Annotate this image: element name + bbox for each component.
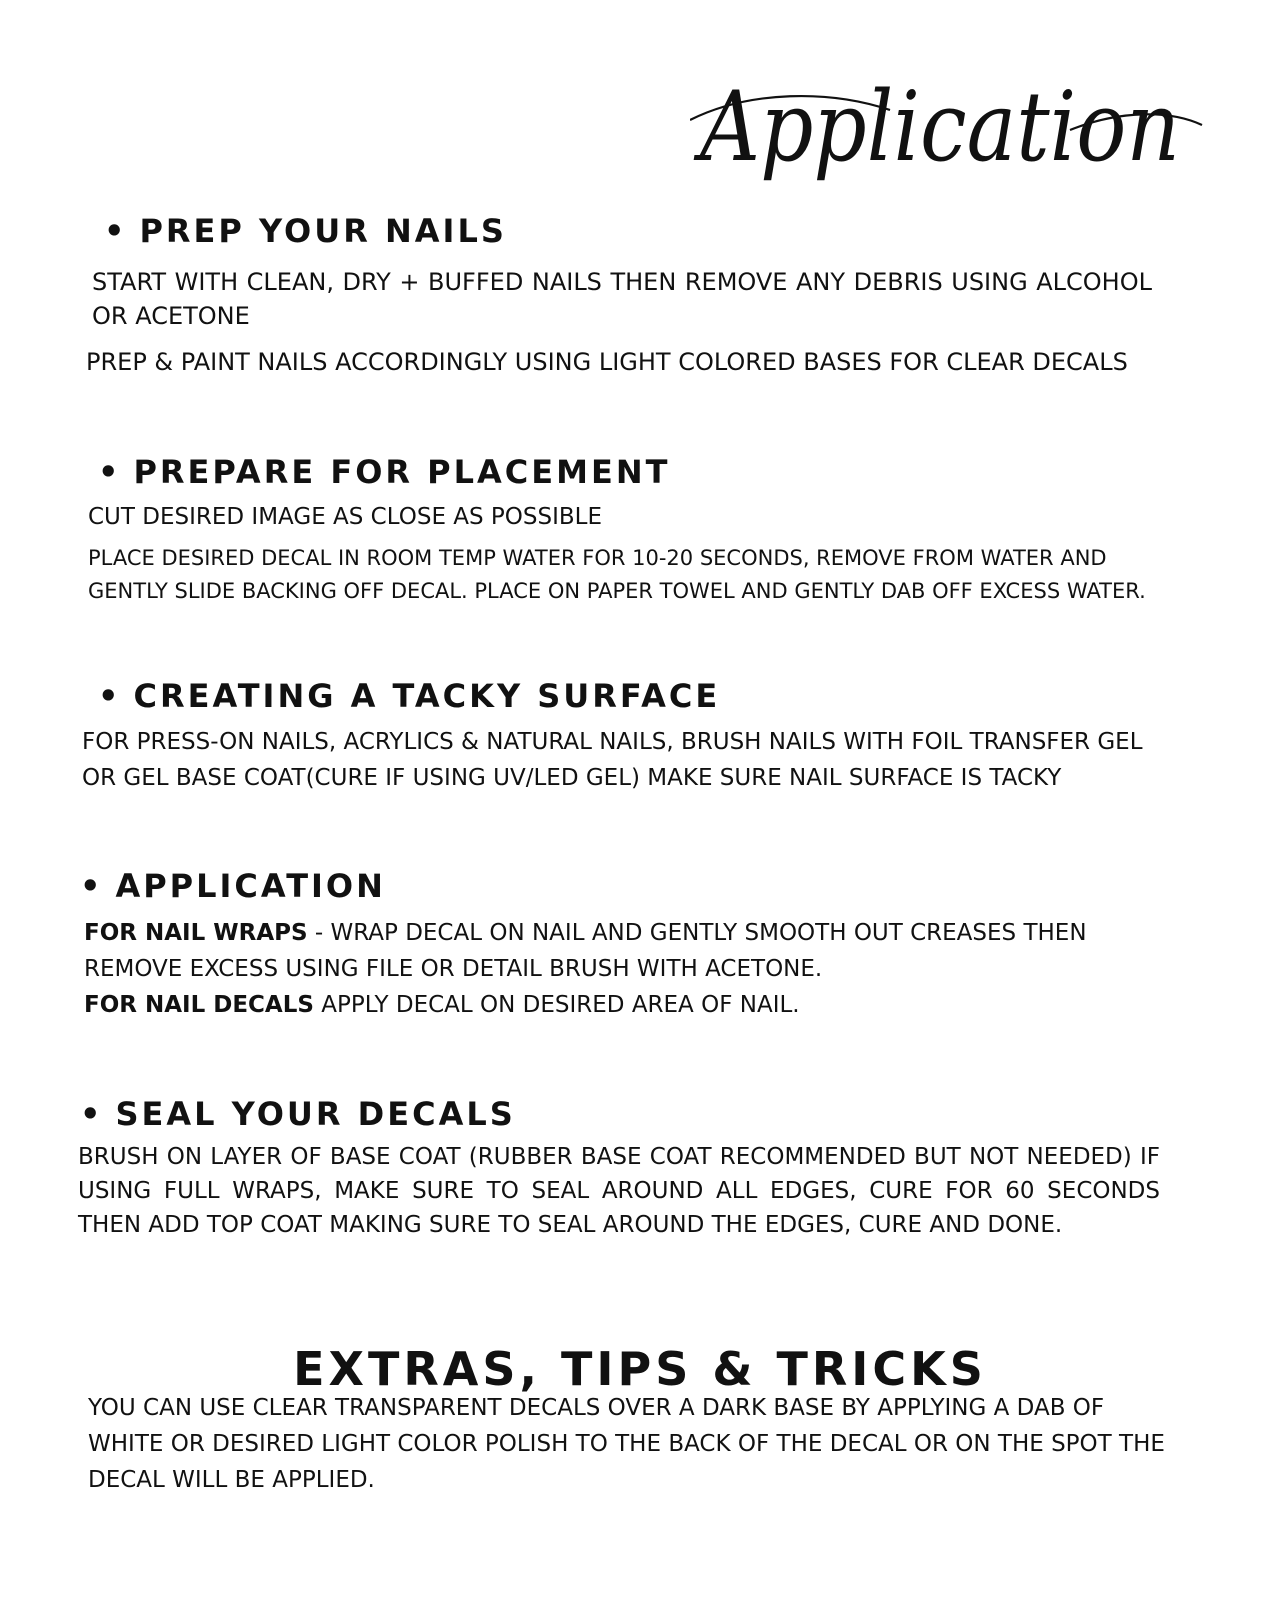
bullet-dot: • <box>98 677 122 715</box>
prep-nails-paragraph-1: START WITH CLEAN, DRY + BUFFED NAILS THEN REMOVE ANY DEBRIS USING ALCOHOL OR ACETONE <box>92 268 1152 330</box>
nail-decals-text: APPLY DECAL ON DESIRED AREA OF NAIL. <box>313 992 800 1018</box>
section-heading-application <box>80 867 386 905</box>
prepare-placement-paragraph-1: CUT DESIRED IMAGE AS CLOSE AS POSSIBLE <box>88 504 603 530</box>
script-title-graphic <box>690 50 1210 210</box>
application-wraps-paragraph <box>84 915 1164 987</box>
section-heading-text: PREPARE FOR PLACEMENT <box>133 453 671 491</box>
nail-decals-label: FOR NAIL DECALS <box>84 992 314 1018</box>
section-heading-text: PREP YOUR NAILS <box>139 212 507 250</box>
nail-wraps-text: - WRAP DECAL ON NAIL AND GENTLY SMOOTH OUT CREASES THEN REMOVE EXCESS USING FILE OR DETAIL BRUSH WITH ACETONE. <box>84 920 1087 982</box>
extras-heading: EXTRAS, TIPS & TRICKS <box>293 1342 987 1396</box>
extras-paragraph: YOU CAN USE CLEAR TRANSPARENT DECALS OVER A DARK BASE BY APPLYING A DAB OF WHITE OR DESIRED LIGHT COLOR POLISH TO THE BACK OF THE DECAL OR ON THE SPOT THE DECAL WILL BE APPLIED. <box>88 1395 1165 1493</box>
section-heading-text: APPLICATION <box>115 867 386 905</box>
section-heading-prepare-placement <box>98 453 670 491</box>
page-title <box>690 50 1210 210</box>
prep-nails-paragraph-2: PREP & PAINT NAILS ACCORDINGLY USING LIGHT COLORED BASES FOR CLEAR DECALS <box>86 348 1128 376</box>
tacky-surface-paragraph: FOR PRESS-ON NAILS, ACRYLICS & NATURAL NAILS, BRUSH NAILS WITH FOIL TRANSFER GEL OR GEL BASE COAT(CURE IF USING UV/LED GEL) MAKE SURE NAIL SURFACE IS TACKY <box>82 729 1143 791</box>
page-title-text: Application <box>693 71 1180 183</box>
application-decals-paragraph <box>84 987 1164 1023</box>
bullet-dot: • <box>80 867 104 905</box>
seal-decals-paragraph: BRUSH ON LAYER OF BASE COAT (RUBBER BASE COAT RECOMMENDED BUT NOT NEEDED) IF USING FULL WRAPS, MAKE SURE TO SEAL AROUND ALL EDGES, CURE FOR 60 SECONDS THEN ADD TOP COAT MAKING SURE TO SEAL AROUND THE EDGES, CURE AND DONE. <box>78 1144 1160 1238</box>
bullet-dot: • <box>104 212 128 250</box>
nail-wraps-label: FOR NAIL WRAPS <box>84 920 308 946</box>
section-heading-tacky-surface <box>98 677 720 715</box>
bullet-dot: • <box>98 453 122 491</box>
section-heading-prep-nails <box>104 212 507 250</box>
prepare-placement-paragraph-2: PLACE DESIRED DECAL IN ROOM TEMP WATER FOR 10-20 SECONDS, REMOVE FROM WATER AND GENTLY SLIDE BACKING OFF DECAL. PLACE ON PAPER TOWEL AND GENTLY DAB OFF EXCESS WATER. <box>88 546 1146 603</box>
bullet-dot: • <box>80 1095 104 1133</box>
section-heading-text: CREATING A TACKY SURFACE <box>133 677 721 715</box>
section-heading-text: SEAL YOUR DECALS <box>115 1095 516 1133</box>
section-heading-seal-decals <box>80 1095 516 1133</box>
